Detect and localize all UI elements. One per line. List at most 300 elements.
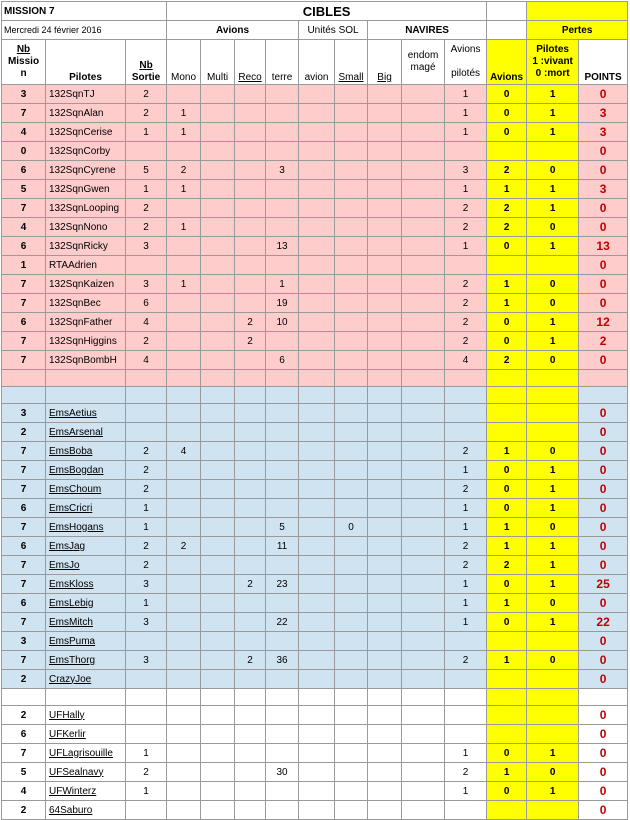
pilot-name: 132SqnNono (46, 218, 126, 237)
cell-reco (235, 351, 266, 370)
cell-avion (299, 180, 335, 199)
table-header (2, 2, 628, 85)
cell-reco (235, 480, 266, 499)
separator-row (2, 689, 628, 706)
cell-avion (299, 332, 335, 351)
pilotes-status-label-3: 0 :mort (535, 68, 570, 79)
cell-small (335, 706, 368, 725)
cell-avion (299, 104, 335, 123)
table-row (2, 499, 628, 518)
pink-separator (2, 370, 628, 387)
cell-avion (299, 442, 335, 461)
cell-multi (201, 104, 235, 123)
cell-big (368, 313, 402, 332)
cell-big (368, 801, 402, 820)
cell-mission: 7 (2, 461, 46, 480)
endommage-label-2: magé (410, 62, 436, 73)
cell-pilotes: 1 (445, 237, 487, 256)
table-row (2, 706, 628, 725)
mission-date: Mercredi 24 février 2016 (2, 21, 167, 40)
table-row (2, 423, 628, 442)
big-header: Big (368, 40, 402, 85)
pilot-name: EmsMitch (46, 613, 126, 632)
cell-multi (201, 85, 235, 104)
cell-pilotes: 1 (445, 104, 487, 123)
cell-endom (402, 275, 445, 294)
cell-points: 0 (579, 801, 628, 820)
cell-p-pilotes: 0 (527, 651, 579, 670)
cell-multi (201, 351, 235, 370)
cell-pilotes: 2 (445, 763, 487, 782)
cell-p-avions: 2 (487, 199, 527, 218)
small-header: Small (335, 40, 368, 85)
cell-points: 0 (579, 218, 628, 237)
table-row (2, 294, 628, 313)
cell-reco (235, 801, 266, 820)
pilot-name: EmsThorg (46, 651, 126, 670)
cell-mono: 1 (167, 275, 201, 294)
pilot-name: 132SqnAlan (46, 104, 126, 123)
cell-avion (299, 518, 335, 537)
cell-avion (299, 275, 335, 294)
cell-p-pilotes (527, 632, 579, 651)
cell-endom (402, 313, 445, 332)
cell-terre (266, 632, 299, 651)
cell-terre (266, 461, 299, 480)
cell-terre: 1 (266, 275, 299, 294)
cell-mission: 2 (2, 423, 46, 442)
pilot-name: 64Saburo (46, 801, 126, 820)
cell-points: 0 (579, 499, 628, 518)
yellow-header-cell (527, 2, 628, 21)
cell-mission: 7 (2, 294, 46, 313)
cell-points: 3 (579, 123, 628, 142)
cell-mono: 2 (167, 537, 201, 556)
cell-reco (235, 237, 266, 256)
pilot-name: 132SqnLooping (46, 199, 126, 218)
blue-section (2, 404, 628, 689)
cell-multi (201, 575, 235, 594)
cell-pilotes: 2 (445, 556, 487, 575)
cell-terre (266, 725, 299, 744)
cell-sortie (126, 256, 167, 275)
mission-title: MISSION 7 (2, 2, 167, 21)
cell-mono: 1 (167, 180, 201, 199)
cell-pilotes: 1 (445, 85, 487, 104)
cell-p-avions (487, 423, 527, 442)
cell-p-avions: 1 (487, 518, 527, 537)
cell-sortie: 2 (126, 461, 167, 480)
cell-small (335, 256, 368, 275)
cell-small (335, 85, 368, 104)
cell-endom (402, 256, 445, 275)
table-row (2, 275, 628, 294)
cell-big (368, 706, 402, 725)
avions-pilotes-header (445, 40, 487, 85)
cell-pilotes: 1 (445, 180, 487, 199)
cell-reco (235, 218, 266, 237)
cell-big (368, 237, 402, 256)
cell-sortie (126, 801, 167, 820)
cell-pilotes: 2 (445, 537, 487, 556)
cell-avion (299, 537, 335, 556)
cell-p-pilotes: 1 (527, 480, 579, 499)
cell-big (368, 725, 402, 744)
cell-endom (402, 725, 445, 744)
cell-p-pilotes: 0 (527, 275, 579, 294)
white-section (2, 706, 628, 820)
pilot-name: UFWinterz (46, 782, 126, 801)
table-row (2, 85, 628, 104)
cell-mission: 7 (2, 575, 46, 594)
table-row (2, 632, 628, 651)
cell-pilotes (445, 142, 487, 161)
endommage-label-1: endom (407, 50, 439, 61)
cell-avion (299, 782, 335, 801)
cell-multi (201, 782, 235, 801)
cell-p-avions: 2 (487, 556, 527, 575)
cell-multi (201, 632, 235, 651)
cell-endom (402, 651, 445, 670)
cell-mission: 3 (2, 404, 46, 423)
cell-big (368, 442, 402, 461)
cell-avion (299, 294, 335, 313)
avions-pilotes-label-2: pilotés (451, 68, 481, 79)
cell-mission: 2 (2, 801, 46, 820)
cell-reco (235, 499, 266, 518)
cell-terre (266, 404, 299, 423)
cell-small (335, 575, 368, 594)
pilot-name: EmsLebig (46, 594, 126, 613)
cell-p-pilotes: 1 (527, 123, 579, 142)
cell-avion (299, 651, 335, 670)
cell-mission: 3 (2, 632, 46, 651)
cell-avion (299, 161, 335, 180)
cell-endom (402, 706, 445, 725)
cell-big (368, 180, 402, 199)
cell-endom (402, 442, 445, 461)
cell-small (335, 104, 368, 123)
pertes-header: Pertes (527, 21, 628, 40)
cell-big (368, 518, 402, 537)
blue-separator (2, 387, 628, 404)
cell-pilotes: 1 (445, 518, 487, 537)
cell-multi (201, 237, 235, 256)
cell-multi (201, 404, 235, 423)
cell-terre: 13 (266, 237, 299, 256)
cell-points: 0 (579, 651, 628, 670)
cell-terre (266, 706, 299, 725)
cell-terre (266, 199, 299, 218)
cell-avion (299, 763, 335, 782)
cell-big (368, 594, 402, 613)
cell-p-avions: 0 (487, 237, 527, 256)
cell-mission: 6 (2, 161, 46, 180)
cell-sortie: 2 (126, 199, 167, 218)
cell-p-pilotes (527, 725, 579, 744)
cell-avion (299, 613, 335, 632)
cell-mono (167, 575, 201, 594)
cell-mono (167, 518, 201, 537)
cell-sortie: 6 (126, 294, 167, 313)
cell-p-avions: 1 (487, 275, 527, 294)
cell-small (335, 123, 368, 142)
cell-mission: 7 (2, 275, 46, 294)
pilot-name: EmsBoba (46, 442, 126, 461)
table-row (2, 556, 628, 575)
cell-avion (299, 480, 335, 499)
cell-multi (201, 613, 235, 632)
cell-avion (299, 706, 335, 725)
cell-mission: 6 (2, 237, 46, 256)
cell-big (368, 556, 402, 575)
cell-p-avions: 2 (487, 218, 527, 237)
cell-terre (266, 218, 299, 237)
cell-terre (266, 332, 299, 351)
cell-avion (299, 556, 335, 575)
cell-big (368, 351, 402, 370)
cell-mission: 6 (2, 725, 46, 744)
cell-small (335, 480, 368, 499)
table-row (2, 651, 628, 670)
cell-reco (235, 613, 266, 632)
cell-small (335, 423, 368, 442)
table-row (2, 801, 628, 820)
cell-pilotes: 1 (445, 575, 487, 594)
cell-points: 0 (579, 744, 628, 763)
cell-reco (235, 725, 266, 744)
separator-row (2, 387, 628, 404)
cell-avion (299, 801, 335, 820)
cell-p-pilotes (527, 706, 579, 725)
cell-reco: 2 (235, 575, 266, 594)
cell-mission: 2 (2, 706, 46, 725)
cell-pilotes: 1 (445, 461, 487, 480)
cell-p-pilotes: 1 (527, 237, 579, 256)
cell-p-pilotes: 1 (527, 104, 579, 123)
cell-pilotes: 2 (445, 332, 487, 351)
cell-multi (201, 199, 235, 218)
cell-mission: 7 (2, 442, 46, 461)
table-row (2, 256, 628, 275)
cell-avion (299, 423, 335, 442)
cell-reco: 2 (235, 651, 266, 670)
cell-sortie: 3 (126, 275, 167, 294)
cell-p-pilotes: 1 (527, 556, 579, 575)
cell-big (368, 161, 402, 180)
cell-p-avions: 1 (487, 180, 527, 199)
table-row (2, 313, 628, 332)
pilot-name: UFKerlir (46, 725, 126, 744)
cell-big (368, 275, 402, 294)
cell-p-avions: 1 (487, 763, 527, 782)
cell-mission: 7 (2, 351, 46, 370)
pilot-name: 132SqnCyrene (46, 161, 126, 180)
cell-terre: 3 (266, 161, 299, 180)
reco-header: Reco (235, 40, 266, 85)
pilot-name: 132SqnTJ (46, 85, 126, 104)
cell-p-pilotes: 1 (527, 782, 579, 801)
pilot-name: 132SqnBec (46, 294, 126, 313)
cell-small (335, 744, 368, 763)
cell-p-pilotes: 1 (527, 613, 579, 632)
cibles-header: CIBLES (167, 2, 487, 21)
cell-points: 0 (579, 351, 628, 370)
pilot-name: EmsKloss (46, 575, 126, 594)
cell-pilotes: 2 (445, 442, 487, 461)
cell-terre: 19 (266, 294, 299, 313)
cell-small (335, 670, 368, 689)
cell-sortie: 1 (126, 180, 167, 199)
cell-terre (266, 104, 299, 123)
table-row (2, 180, 628, 199)
cell-mission: 5 (2, 763, 46, 782)
white-separator (2, 689, 628, 706)
cell-avion (299, 594, 335, 613)
cell-sortie: 2 (126, 332, 167, 351)
cell-multi (201, 294, 235, 313)
cell-reco (235, 85, 266, 104)
cell-small (335, 180, 368, 199)
cell-reco (235, 537, 266, 556)
cell-terre: 5 (266, 518, 299, 537)
cell-small (335, 499, 368, 518)
cell-points: 0 (579, 294, 628, 313)
cell-p-avions: 0 (487, 123, 527, 142)
cell-p-avions (487, 801, 527, 820)
cell-points: 22 (579, 613, 628, 632)
cell-p-avions: 0 (487, 85, 527, 104)
pilot-name: EmsArsenal (46, 423, 126, 442)
cell-small (335, 782, 368, 801)
cell-multi (201, 556, 235, 575)
cell-terre (266, 744, 299, 763)
cell-mission: 4 (2, 218, 46, 237)
cell-avion (299, 351, 335, 370)
avions-group-header: Avions (167, 21, 299, 40)
table-row (2, 613, 628, 632)
cell-reco (235, 518, 266, 537)
cell-points: 13 (579, 237, 628, 256)
cell-reco (235, 161, 266, 180)
cell-big (368, 613, 402, 632)
cell-terre: 36 (266, 651, 299, 670)
terre-header: terre (266, 40, 299, 85)
cell-p-pilotes: 1 (527, 313, 579, 332)
cell-multi (201, 537, 235, 556)
unites-sol-header: Unités SOL (299, 21, 368, 40)
cell-reco (235, 706, 266, 725)
cell-mission: 6 (2, 499, 46, 518)
cell-p-avions (487, 632, 527, 651)
cell-p-pilotes: 0 (527, 294, 579, 313)
cell-endom (402, 744, 445, 763)
pilot-name: EmsJag (46, 537, 126, 556)
cell-endom (402, 161, 445, 180)
cell-reco (235, 556, 266, 575)
cell-avion (299, 237, 335, 256)
nb-mission-label-1: Nb (16, 44, 31, 55)
cell-multi (201, 706, 235, 725)
cell-pilotes: 1 (445, 594, 487, 613)
cell-p-pilotes: 0 (527, 351, 579, 370)
cell-big (368, 632, 402, 651)
cell-p-pilotes: 0 (527, 442, 579, 461)
cell-endom (402, 218, 445, 237)
cell-avion (299, 725, 335, 744)
cell-p-avions (487, 256, 527, 275)
cell-sortie: 4 (126, 313, 167, 332)
cell-big (368, 294, 402, 313)
cell-reco (235, 275, 266, 294)
pilot-name: 132SqnCerise (46, 123, 126, 142)
cell-big (368, 499, 402, 518)
table-row (2, 744, 628, 763)
cell-mission: 2 (2, 670, 46, 689)
cell-sortie (126, 404, 167, 423)
cell-mission: 7 (2, 556, 46, 575)
cell-terre (266, 594, 299, 613)
cell-p-avions: 0 (487, 104, 527, 123)
cell-p-pilotes: 0 (527, 161, 579, 180)
cell-endom (402, 404, 445, 423)
cell-sortie: 2 (126, 442, 167, 461)
cell-mission: 7 (2, 480, 46, 499)
cell-sortie: 1 (126, 744, 167, 763)
cell-terre: 22 (266, 613, 299, 632)
multi-header: Multi (201, 40, 235, 85)
cell-points: 0 (579, 480, 628, 499)
cell-p-pilotes: 0 (527, 594, 579, 613)
avion-header: avion (299, 40, 335, 85)
cell-mono: 4 (167, 442, 201, 461)
pilot-name: EmsAetius (46, 404, 126, 423)
cell-points: 0 (579, 442, 628, 461)
cell-terre: 30 (266, 763, 299, 782)
cell-reco (235, 123, 266, 142)
pilot-name: 132SqnFather (46, 313, 126, 332)
cell-avion (299, 575, 335, 594)
cell-mono (167, 744, 201, 763)
cell-big (368, 218, 402, 237)
cell-p-avions (487, 142, 527, 161)
cell-p-pilotes: 0 (527, 518, 579, 537)
pilotes-header: Pilotes (46, 40, 126, 85)
cell-points: 0 (579, 518, 628, 537)
cell-multi (201, 442, 235, 461)
cell-multi (201, 499, 235, 518)
cell-mission: 6 (2, 594, 46, 613)
cell-pilotes (445, 706, 487, 725)
cell-terre (266, 782, 299, 801)
cell-multi (201, 161, 235, 180)
cell-p-avions: 0 (487, 575, 527, 594)
cell-mono (167, 313, 201, 332)
cell-p-avions: 1 (487, 294, 527, 313)
cell-mono (167, 256, 201, 275)
cell-p-pilotes: 1 (527, 537, 579, 556)
cell-small (335, 613, 368, 632)
cell-reco: 2 (235, 313, 266, 332)
cell-mission: 6 (2, 537, 46, 556)
cell-points: 3 (579, 180, 628, 199)
cell-big (368, 782, 402, 801)
table-row (2, 237, 628, 256)
table-row (2, 442, 628, 461)
cell-endom (402, 199, 445, 218)
cell-endom (402, 537, 445, 556)
cell-small (335, 537, 368, 556)
